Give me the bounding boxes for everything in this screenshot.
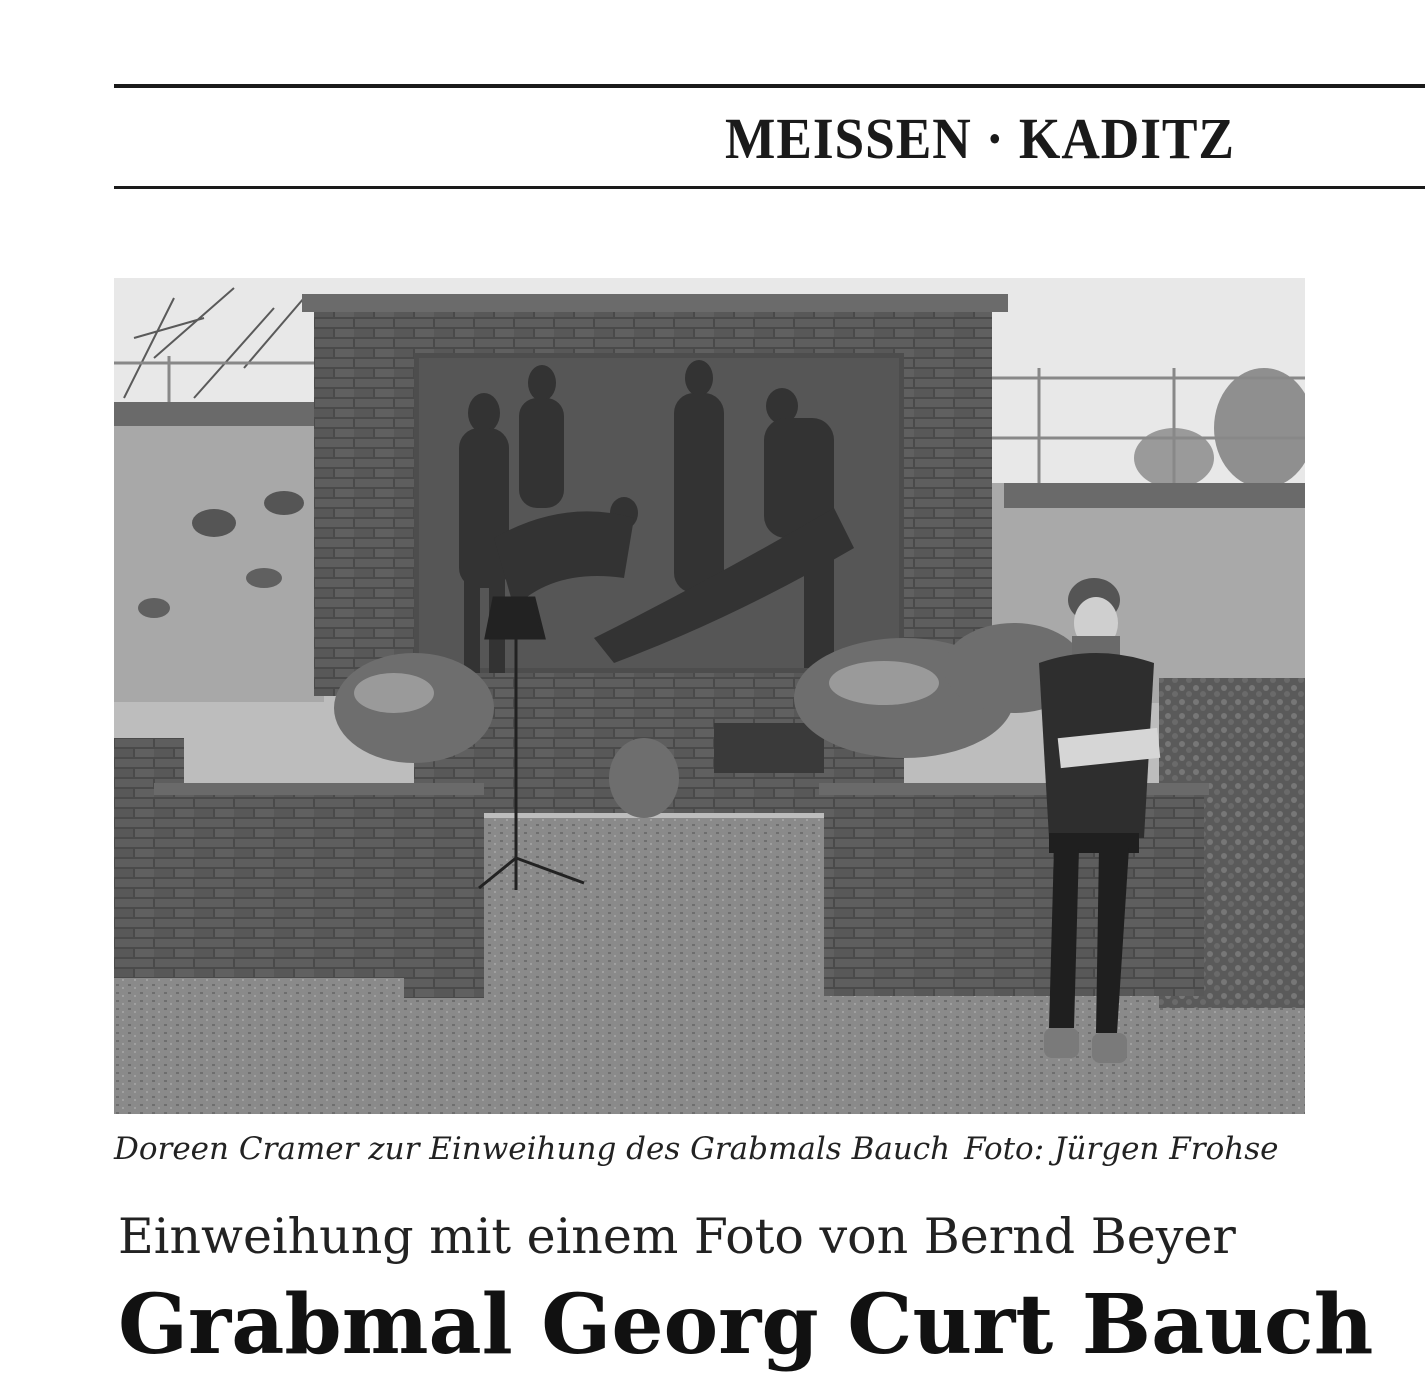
article-headline: Grabmal Georg Curt Bauch [118,1277,1374,1373]
header-bottom-rule [114,186,1425,189]
photo-caption-text: Doreen Cramer zur Einweihung des Grabmals Bauch [114,1131,951,1167]
grave-memorial-photo [114,278,1305,1114]
section-title: MEISSEN · KADITZ [725,106,1235,171]
photo-caption [114,1126,1314,1172]
photo-credit: Foto: Jürgen Frohse [964,1131,1279,1167]
header-top-rule [114,84,1425,88]
article-subheadline: Einweihung mit einem Foto von Bernd Beyer [118,1208,1236,1265]
